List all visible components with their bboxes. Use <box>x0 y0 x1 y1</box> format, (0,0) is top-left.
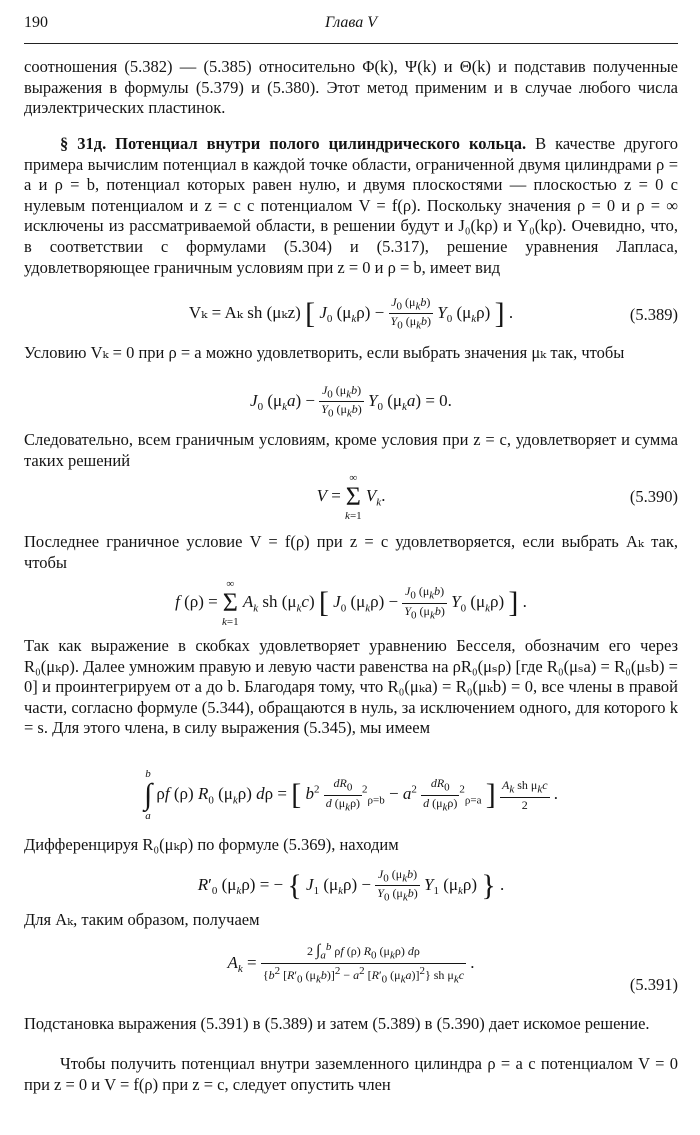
paragraph-8: Для Aₖ, таким образом, получаем <box>24 910 260 929</box>
page-header <box>24 14 678 36</box>
equation-f-rho: f (ρ) = ∞ Σ k=1 $A_k$ sh $(\mu_kc)$ [ $J_0$ $(\mu_k\rho)$ − $\frac{J_0 (\mu_kb)}{Y_0 (\mu_kb)}$ $Y_0$ $(\mu_k\rho)$ ] . <box>175 578 527 628</box>
equation-number-5-391: (5.391) <box>629 975 678 994</box>
equation-5-389: Vₖ = Aₖ sh (μₖz) [ $J_0$ $(\mu_k\rho)$ − $\frac{J_0 (\mu_kb)}{Y_0 (\mu_kb)}$ $Y_0$ $(\mu_k\rho)$ ] . <box>188 295 514 332</box>
equation-derivative: $R'_0$ $(\mu_k\rho)$ = − { $J_1$ $(\mu_k\rho)$ − $\frac{J_0 (\mu_kb)}{Y_0 (\mu_kb)}$ $Y_1$ $(\mu_k\rho)$ } . <box>197 867 505 904</box>
paragraph-4: Следовательно, всем граничным условиям, кроме условия при z = c, удовлетворяет и сумма таких решений <box>24 430 678 470</box>
equation-5-390: V = ∞ Σ k=1 $V_k$. <box>316 472 386 522</box>
eq-389-lhs: Vₖ = Aₖ sh (μₖz) <box>188 302 301 322</box>
eq-boundary-rhs: = 0. <box>425 390 452 410</box>
equation-number-5-389: (5.389) <box>629 305 678 324</box>
paragraph-7: Дифференцируя R₀(μₖρ) по формуле (5.369), находим <box>24 835 399 854</box>
section-body: В качестве другого примера вычислим потенциал в каждой точке области, ограниченной двумя цилиндрами ρ = a и ρ = b, потенциал которых равен нулю, и двумя плоскостями — плоскостью z = 0 с нулевым потенциалом и z = c с потенциалом V = f(ρ). Поскольку значения ρ = 0 и ρ = ∞ исключены из рассматриваемой области, в решении будут и J₀(kρ) и Y₀(kρ). Очевидно, что, в соответствии с формулами (5.304) и (5.317), решение уравнения Лапласа, удовлетворяющее граничным условиям при z = 0 и ρ = b, имеет вид <box>24 134 678 277</box>
equation-number-5-390: (5.390) <box>629 487 678 506</box>
equation-integral: b ∫ a ρf (ρ) $R_0$ $(\mu_k\rho) d\rho$ = [ $b^2$ $\frac{dR_0}{d (\mu_k\rho)}$ $^2_{\rho=b} - a^2$ $\frac{dR_0}{d (\mu_k\rho)}$ $^2_{\rho=a}$ ] $\frac{A_k sh \mu_kc}{2}$ . <box>143 768 559 822</box>
page-number: 190 <box>24 14 48 31</box>
paragraph-3: Условию Vₖ = 0 при ρ = a можно удовлетворить, если выбрать значения μₖ так, чтобы <box>24 343 625 362</box>
paragraph-9: Подстановка выражения (5.391) в (5.389) и затем (5.389) в (5.390) дает искомое решение. <box>24 1014 650 1033</box>
paragraph-section-31d <box>24 134 678 278</box>
section-title: § 31д. Потенциал внутри полого цилиндрического кольца. <box>60 134 527 153</box>
paragraph-5: Последнее граничное условие V = f(ρ) при z = c удовлетворяется, если выбрать Aₖ так, чтобы <box>24 532 678 572</box>
chapter-title: Глава V <box>324 14 378 31</box>
paragraph-1: соотношения (5.382) — (5.385) относительно Φ(k), Ψ(k) и Θ(k) и подставив полученные выражения в формулы (5.379) и (5.380). Этот метод применим и в случае любого числа диэлектрических пластинок. <box>24 57 678 118</box>
paragraph-6: Так как выражение в скобках удовлетворяет уравнению Бесселя, обозначим его через R₀(μₖρ). Далее умножим правую и левую части равенства на ρR₀(μₛρ) [где R₀(μₛa) = R₀(μₛb) = 0] и проинтегрируем от a до b. Благодаря тому, что R₀(μₖa) = R₀(μₖb) = 0, все члены в правой части, согласно формуле (5.344), обращаются в нуль, за исключением одного, для которого k = s. Для этого члена, в силу выражения (5.345), мы имеем <box>24 636 678 738</box>
paragraph-10: Чтобы получить потенциал внутри заземленного цилиндра ρ = a с потенциалом V = 0 при z = 0 и V = f(ρ) при z = c, следует опустить член <box>24 1054 678 1094</box>
equation-5-391: $A_k$ = $\frac{2 \int_a^b \rho f (\rho) R_0 (\mu_k\rho) d\rho}{\{b^2 [R'_0 (\mu_kb)]^2 - a^2 [R'_0 (\mu_ka)]^2\} sh \mu_kc}$ . <box>227 941 475 986</box>
header-rule <box>24 43 678 44</box>
equation-boundary: $J_0$ $(\mu_ka)$ − $\frac{J_0 (\mu_kb)}{Y_0 (\mu_kb)}$ $Y_0$ $(\mu_ka) = 0$. <box>250 383 452 420</box>
